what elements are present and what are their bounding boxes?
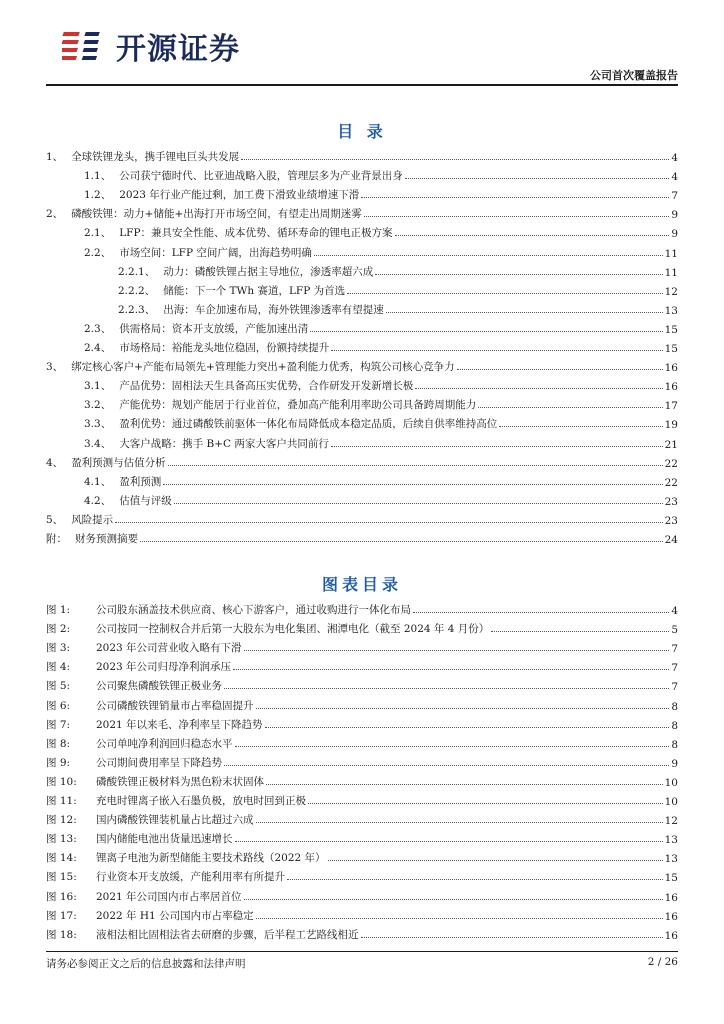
figure-leader-dots xyxy=(224,765,669,766)
toc-entry-text: 财务预测摘要 xyxy=(75,532,138,545)
figure-entry-page: 7 xyxy=(671,662,678,675)
figure-entry[interactable] xyxy=(46,751,678,770)
toc-entry[interactable] xyxy=(46,431,678,450)
figure-entry[interactable] xyxy=(46,884,678,903)
figure-entry-label: 图 3: xyxy=(46,642,71,655)
toc-leader-dots xyxy=(140,541,663,542)
toc-entry-text: 动力：磷酸铁锂占据主导地位，渗透率超六成 xyxy=(163,265,374,278)
toc-entry-page: 23 xyxy=(664,495,678,508)
toc-entry[interactable] xyxy=(46,202,678,221)
figure-entry-text: 锂离子电池为新型储能主要技术路线（2022 年） xyxy=(96,852,326,865)
figure-leader-dots xyxy=(361,937,663,938)
toc-entry-number: 2.2.2、 xyxy=(118,284,156,297)
figure-entry[interactable] xyxy=(46,770,678,789)
toc-entry[interactable] xyxy=(46,412,678,431)
figure-entry-text: 国内储能电池出货量迅速增长 xyxy=(96,833,233,846)
figure-leader-dots xyxy=(244,899,663,900)
figure-entry-label: 图 16: xyxy=(46,890,77,903)
figure-entry[interactable] xyxy=(46,808,678,827)
toc-entry-page: 4 xyxy=(671,152,678,165)
figure-entry-text: 行业资本开支放缓，产能利用率有所提升 xyxy=(96,871,285,884)
figure-leader-dots xyxy=(266,784,663,785)
toc-entry[interactable] xyxy=(46,221,678,240)
figure-leader-dots xyxy=(256,918,663,919)
toc-entry-page: 9 xyxy=(671,228,678,241)
toc-entry[interactable] xyxy=(46,164,678,183)
figure-entry[interactable] xyxy=(46,617,678,636)
toc-entry-page: 13 xyxy=(664,304,678,317)
figure-entry[interactable] xyxy=(46,923,678,942)
figure-entry-label: 图 1: xyxy=(46,604,71,617)
toc-leader-dots xyxy=(174,503,663,504)
toc-entry-text: 2023 年行业产能过剩，加工费下滑致业绩增速下滑 xyxy=(119,189,360,202)
brand-name: 开源证券 xyxy=(116,32,240,67)
toc-entry-number: 4.1、 xyxy=(84,475,112,488)
header-divider xyxy=(46,84,678,86)
toc-leader-dots xyxy=(168,465,663,466)
toc-entry-page: 16 xyxy=(664,362,678,375)
figure-leader-dots xyxy=(256,822,663,823)
figure-leader-dots xyxy=(235,746,670,747)
toc-leader-dots xyxy=(331,446,663,447)
toc-entry-page: 22 xyxy=(664,457,678,470)
figure-entry[interactable] xyxy=(46,865,678,884)
toc-leader-dots xyxy=(375,274,662,275)
toc-title: 目 录 xyxy=(337,122,387,141)
figure-entry-label: 图 7: xyxy=(46,718,71,731)
figure-entry-label: 图 4: xyxy=(46,661,71,674)
toc-entry-text: 市场空间：LFP 空间广阔，出海趋势明确 xyxy=(119,246,312,259)
figure-entry-text: 液相法相比固相法省去研磨的步骤，后半程工艺路线相近 xyxy=(96,928,359,941)
toc-entry[interactable] xyxy=(46,298,678,317)
figure-leader-dots xyxy=(413,612,669,613)
toc-entry-number: 1.1、 xyxy=(84,170,112,183)
figure-entry[interactable] xyxy=(46,693,678,712)
figure-entry-page: 10 xyxy=(664,776,678,789)
toc-entry[interactable] xyxy=(46,183,678,202)
toc-entry[interactable] xyxy=(46,527,678,546)
figure-entry-page: 13 xyxy=(664,834,678,847)
figure-entry[interactable] xyxy=(46,674,678,693)
toc-entry-number: 2.2.1、 xyxy=(118,265,156,278)
toc-entry[interactable] xyxy=(46,279,678,298)
toc-leader-dots xyxy=(478,407,662,408)
figure-entry-text: 国内磷酸铁锂装机量占比超过六成 xyxy=(96,814,254,827)
toc-entry[interactable] xyxy=(46,451,678,470)
toc-entry-page: 17 xyxy=(664,400,678,413)
toc-entry-page: 4 xyxy=(671,171,678,184)
toc-entry-text: 出海：车企加速布局，海外铁锂渗透率有望提速 xyxy=(163,303,384,316)
footer-disclaimer: 请务必参阅正文之后的信息披露和法律声明 xyxy=(46,958,246,970)
toc-entry-text: 盈利预测与估值分析 xyxy=(71,456,166,469)
figure-entry-label: 图 10: xyxy=(46,775,77,788)
toc-leader-dots xyxy=(457,369,663,370)
toc-entry-number: 附： xyxy=(46,532,67,545)
figure-entry-page: 7 xyxy=(671,681,678,694)
toc-leader-dots xyxy=(361,197,669,198)
figure-entry[interactable] xyxy=(46,789,678,808)
toc-leader-dots xyxy=(386,312,663,313)
page-header xyxy=(0,0,724,90)
toc-leader-dots xyxy=(415,388,662,389)
figure-entry-page: 15 xyxy=(664,872,678,885)
toc-entry-text: 产品优势：固相法天生具备高压实优势，合作研发开发新增长极 xyxy=(119,380,414,393)
figure-entry-label: 图 12: xyxy=(46,814,77,827)
toc-entry[interactable] xyxy=(46,317,678,336)
figure-entry-page: 5 xyxy=(671,624,678,637)
toc-entry-page: 11 xyxy=(664,266,678,279)
toc-entry-page: 11 xyxy=(664,247,678,260)
figure-leader-dots xyxy=(256,708,670,709)
figure-entry-label: 图 15: xyxy=(46,871,77,884)
toc-entry-page: 15 xyxy=(664,323,678,336)
figure-entry[interactable] xyxy=(46,732,678,751)
figure-entry-page: 10 xyxy=(664,796,678,809)
toc-entry[interactable] xyxy=(46,393,678,412)
toc-entry[interactable] xyxy=(46,260,678,279)
toc-entry-number: 2.2、 xyxy=(84,246,112,259)
toc-entry-number: 2.4、 xyxy=(84,342,112,355)
figure-leader-dots xyxy=(328,860,663,861)
figure-entry[interactable] xyxy=(46,846,678,865)
figure-entry[interactable] xyxy=(46,827,678,846)
toc-entry-page: 15 xyxy=(664,343,678,356)
figure-entry-text: 磷酸铁锂正极材料为黑色粉末状固体 xyxy=(96,775,264,788)
toc-entry-number: 3、 xyxy=(46,361,64,374)
figure-entry-label: 图 13: xyxy=(46,833,77,846)
page-number: 2 / 26 xyxy=(647,956,678,968)
figure-entry-text: 2021 年公司国内市占率居首位 xyxy=(96,890,242,903)
toc-entry-text: 大客户战略：携手 B+C 两家大客户共同前行 xyxy=(119,437,329,450)
toc-entry[interactable] xyxy=(46,145,678,164)
figure-entry-text: 公司磷酸铁锂销量市占率稳固提升 xyxy=(96,699,254,712)
toc-entry[interactable] xyxy=(46,489,678,508)
figure-entry-label: 图 11: xyxy=(46,795,77,808)
figure-entry-page: 16 xyxy=(664,910,678,923)
figure-entry-text: 2022 年 H1 公司国内市占率稳定 xyxy=(96,909,254,922)
figure-entry-text: 公司期间费用率呈下降趋势 xyxy=(96,756,222,769)
toc-entry-number: 2.1、 xyxy=(84,227,112,240)
figure-entry-label: 图 14: xyxy=(46,852,77,865)
figure-entry[interactable] xyxy=(46,636,678,655)
toc-entry-number: 4.2、 xyxy=(84,494,112,507)
figure-leader-dots xyxy=(491,631,669,632)
figures-title: 图表目录 xyxy=(321,575,402,594)
toc-entry-number: 2.3、 xyxy=(84,322,112,335)
toc-entry-page: 22 xyxy=(664,476,678,489)
toc-entry-number: 2.2.3、 xyxy=(118,303,156,316)
toc-entry-page: 21 xyxy=(664,438,678,451)
figure-entry-text: 2023 年公司营业收入略有下滑 xyxy=(96,642,242,655)
toc-entry-text: 储能：下一个 TWh 赛道，LFP 为首选 xyxy=(163,284,346,297)
toc-entry[interactable] xyxy=(46,336,678,355)
toc-leader-dots xyxy=(347,293,663,294)
figure-entry-text: 公司股东涵盖技术供应商、核心下游客户，通过收购进行一体化布局 xyxy=(96,604,411,617)
toc-entry-page: 19 xyxy=(664,419,678,432)
toc-entry-page: 16 xyxy=(664,381,678,394)
figure-entry-text: 2021 年以来毛、净利率呈下降趋势 xyxy=(96,718,263,731)
figure-entry-page: 12 xyxy=(664,815,678,828)
figure-entry[interactable] xyxy=(46,598,678,617)
figure-entry-page: 4 xyxy=(671,605,678,618)
toc-entry-page: 12 xyxy=(664,285,678,298)
toc-leader-dots xyxy=(331,350,662,351)
toc-entry-page: 7 xyxy=(671,190,678,203)
toc-entry-text: 风险提示 xyxy=(71,513,114,526)
figure-entry-page: 13 xyxy=(664,853,678,866)
figure-leader-dots xyxy=(265,727,670,728)
toc-leader-dots xyxy=(314,255,663,256)
report-type: 公司首次覆盖报告 xyxy=(590,69,678,82)
toc-list xyxy=(46,145,678,546)
figure-leader-dots xyxy=(235,841,663,842)
toc-entry-page: 9 xyxy=(671,209,678,222)
toc-leader-dots xyxy=(364,216,670,217)
figure-entry-page: 16 xyxy=(664,891,678,904)
figure-entry-label: 图 5: xyxy=(46,680,71,693)
figure-entry[interactable] xyxy=(46,655,678,674)
figure-entry-page: 9 xyxy=(671,757,678,770)
toc-entry-number: 2、 xyxy=(46,208,64,221)
toc-entry-number: 3.4、 xyxy=(84,437,112,450)
toc-leader-dots xyxy=(405,178,670,179)
toc-leader-dots xyxy=(499,426,662,427)
figure-leader-dots xyxy=(308,803,663,804)
figure-entry-page: 16 xyxy=(664,929,678,942)
toc-entry[interactable] xyxy=(46,374,678,393)
figure-entry-page: 8 xyxy=(671,738,678,751)
toc-entry[interactable] xyxy=(46,240,678,259)
toc-entry-text: 盈利预测 xyxy=(119,475,162,488)
figure-entry[interactable] xyxy=(46,713,678,732)
toc-leader-dots xyxy=(163,484,662,485)
toc-entry-text: 公司获宁德时代、比亚迪战略入股，管理层多为产业背景出身 xyxy=(119,170,403,183)
toc-entry-number: 3.2、 xyxy=(84,399,112,412)
figure-entry-label: 图 2: xyxy=(46,623,71,636)
figure-entry-text: 公司聚焦磷酸铁锂正极业务 xyxy=(96,680,222,693)
toc-entry[interactable] xyxy=(46,355,678,374)
figure-leader-dots xyxy=(244,650,670,651)
figure-leader-dots xyxy=(224,688,669,689)
figure-entry-text: 公司单吨净利润回归稳态水平 xyxy=(96,737,233,750)
figure-entry-text: 2023 年公司归母净利润承压 xyxy=(96,661,232,674)
toc-leader-dots xyxy=(395,235,670,236)
figure-entry-label: 图 8: xyxy=(46,737,71,750)
toc-entry-text: 绑定核心客户+产能布局领先+管理能力突出+盈利能力优秀，构筑公司核心竞争力 xyxy=(71,361,455,374)
toc-entry-number: 3.3、 xyxy=(84,418,112,431)
figure-entry-text: 公司按同一控制权合并后第一大股东为电化集团、湘潭电化（截至 2024 年 4 月份） xyxy=(96,623,490,636)
toc-entry-text: 估值与评级 xyxy=(119,494,172,507)
toc-entry-text: LFP：兼具安全性能、成本优势、循环寿命的锂电正极方案 xyxy=(119,227,393,240)
figure-entry-page: 8 xyxy=(671,700,678,713)
figure-entry-label: 图 17: xyxy=(46,909,77,922)
toc-leader-dots xyxy=(310,331,662,332)
toc-entry-number: 4、 xyxy=(46,456,64,469)
figure-entry[interactable] xyxy=(46,904,678,923)
brand-logo-icon xyxy=(62,26,110,66)
toc-leader-dots xyxy=(241,159,669,160)
toc-entry-text: 供需格局：资本开支放缓，产能加速出清 xyxy=(119,322,309,335)
toc-entry-number: 3.1、 xyxy=(84,380,112,393)
toc-entry-page: 23 xyxy=(664,514,678,527)
figure-leader-dots xyxy=(233,669,669,670)
toc-entry[interactable] xyxy=(46,508,678,527)
toc-entry-text: 市场格局：裕能龙头地位稳固，份额持续提升 xyxy=(119,342,330,355)
toc-leader-dots xyxy=(115,522,662,523)
toc-entry-page: 24 xyxy=(664,533,678,546)
toc-entry-number: 1.2、 xyxy=(84,189,112,202)
figure-leader-dots xyxy=(287,879,663,880)
figure-entry-label: 图 6: xyxy=(46,699,71,712)
figure-entry-label: 图 18: xyxy=(46,928,77,941)
footer-divider xyxy=(46,951,678,952)
toc-entry-number: 5、 xyxy=(46,513,64,526)
brand-logo xyxy=(62,26,240,66)
figure-entry-page: 8 xyxy=(671,719,678,732)
figures-list xyxy=(46,598,678,942)
toc-entry-text: 产能优势：规划产能居于行业首位，叠加高产能利用率助公司具备跨周期能力 xyxy=(119,399,477,412)
figure-entry-page: 7 xyxy=(671,643,678,656)
toc-entry-text: 全球铁锂龙头，携手锂电巨头共发展 xyxy=(71,151,240,164)
toc-entry[interactable] xyxy=(46,470,678,489)
toc-entry-number: 1、 xyxy=(46,151,64,164)
figure-entry-text: 充电时锂离子嵌入石墨负极，放电时回到正极 xyxy=(96,795,306,808)
figure-entry-label: 图 9: xyxy=(46,756,71,769)
toc-entry-text: 盈利优势：通过磷酸铁前驱体一体化布局降低成本稳定品质，后续自供率维持高位 xyxy=(119,418,498,431)
toc-entry-text: 磷酸铁锂：动力+储能+出海打开市场空间，有望走出周期迷雾 xyxy=(71,208,362,221)
